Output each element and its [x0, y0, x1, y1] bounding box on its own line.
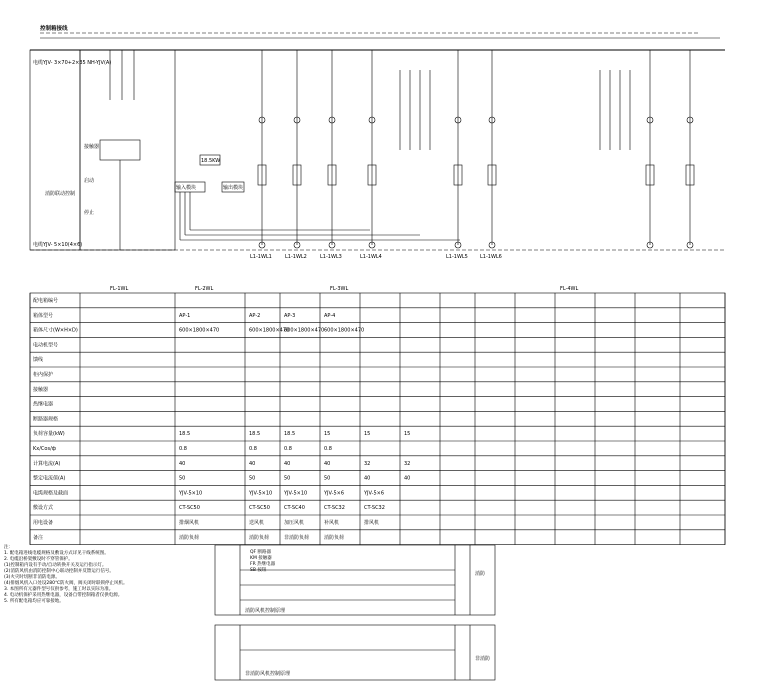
note-line: (1)控制箱内设有手动/自动转换开关及运行指示灯。 — [4, 563, 107, 568]
ctrl-legend-list — [250, 550, 275, 574]
table-cell: YJV-5×10 — [179, 490, 203, 497]
note-line: 5. 所有配电箱均应可靠接地。 — [4, 599, 64, 604]
table-cell: 15 — [324, 431, 331, 438]
relay-label: 接触器 — [84, 144, 100, 150]
table-cell: AP-2 — [249, 312, 261, 319]
outgoing-label: 电缆YJV- 5×10(4×6) — [33, 242, 83, 248]
table-cell: 600×1800×470 — [249, 327, 290, 334]
table-cell: 40 — [324, 460, 331, 467]
table-cell: 0.8 — [284, 446, 292, 452]
table-row-label: 电缆规格及截面 — [33, 490, 69, 497]
table-cell: 消防负荷 — [324, 534, 345, 541]
table-cell: 0.8 — [179, 446, 187, 452]
branch-tag: L1-1WL5 — [446, 254, 468, 260]
table-cell: 非消防负荷 — [284, 534, 310, 541]
table-cell: 消防负荷 — [179, 534, 200, 541]
table-row-label: 接触器 — [33, 386, 49, 393]
note-line: 2. 电缆沿桥架敷设时不穿管保护。 — [4, 557, 73, 562]
branch-tag: L1-1WL2 — [285, 254, 307, 260]
table-col-header: FL-4WL — [560, 286, 579, 292]
table-cell: 18.5 — [179, 431, 191, 438]
note-line: 1. 配电箱进线电缆规格及敷设方式详见干线系统图。 — [4, 551, 109, 556]
notes-block — [4, 545, 128, 605]
table-row-label: 柜内保护 — [33, 372, 54, 378]
branch-tag: L1-1WL6 — [480, 254, 502, 260]
table-cell: 600×1800×470 — [324, 327, 365, 334]
note-line: (2)消防风机由消防控制中心联动控制并反馈运行信号。 — [4, 569, 114, 574]
ctrl-right-nonfire: 非消防 — [475, 656, 491, 662]
note-line: 3. 本图所有元器件型号仅供参考，施工时以实际为准。 — [4, 587, 114, 592]
note-line: (4)排烟风机入口处设280℃防火阀，阀关闭时联锁停止风机。 — [4, 581, 128, 586]
table-row-label: 负荷容量(kW) — [33, 431, 65, 438]
table-cell: 送风机 — [249, 520, 265, 526]
incoming-panel — [80, 50, 175, 250]
fire-link-label: 消防联动控制 — [45, 191, 76, 197]
table-cell: 0.8 — [249, 446, 257, 452]
table-cell: 40 — [404, 475, 411, 482]
table-cell: 18.5 — [249, 431, 261, 438]
feeder-circuits — [250, 50, 694, 260]
branch-tag: L1-1WL1 — [250, 254, 272, 260]
table-row-label: 备注 — [33, 534, 44, 541]
table-cell: 50 — [179, 475, 186, 482]
table-row-label: 用电设备 — [33, 520, 54, 526]
table-row-label: 敷设方式 — [33, 505, 54, 512]
svg-text:输入模块: 输入模块 — [176, 185, 197, 191]
ctrl-legend-line: QF 断路器 — [250, 550, 272, 555]
note-line: 4. 电动机保护采用热继电器，设备自带控制箱者仅供电源。 — [4, 593, 123, 598]
table-row-label: Kx/Cos/ф — [33, 446, 57, 452]
table-cell: 600×1800×470 — [284, 327, 325, 334]
table-cell: CT-SC32 — [364, 505, 385, 512]
label-column — [30, 50, 83, 250]
table-cell: 40 — [179, 460, 186, 467]
table-cell: 补风机 — [324, 520, 340, 526]
table-cell: YJV-5×6 — [364, 490, 385, 497]
table-col-header: FL-3WL — [330, 286, 349, 292]
table-cell: CT-SC40 — [284, 505, 305, 512]
start-label: 启动 — [84, 178, 95, 184]
table-cell: 15 — [404, 431, 411, 438]
table-cell: 40 — [249, 460, 256, 467]
table-cell: 32 — [404, 460, 411, 467]
ctrl-title-nonfire: 非消防风机控制原理 — [245, 671, 291, 677]
table-row-label: 馈线 — [33, 357, 44, 364]
table-row-label: 电动机型号 — [33, 342, 59, 349]
table-cell: 15 — [364, 431, 371, 438]
table-cell: 600×1800×470 — [179, 327, 220, 334]
relay-box — [100, 140, 140, 160]
table-cell: AP-1 — [179, 312, 191, 319]
table-col-header: FL-2WL — [195, 286, 214, 292]
branch-tag: L1-1WL4 — [360, 254, 382, 260]
notes-heading: 注： — [4, 545, 13, 550]
note-line: (3)火灾时切断非消防电源。 — [4, 575, 60, 580]
table-cell: 18.5 — [284, 431, 296, 438]
table-cell: 40 — [284, 460, 291, 467]
ctrl-legend-line: SB 按钮 — [250, 568, 267, 573]
table-cell: 排风机 — [364, 520, 380, 526]
ctrl-legend-line: FR 热继电器 — [250, 562, 276, 567]
table-row-label: 计算电流(A) — [33, 460, 61, 467]
table-cell: CT-SC50 — [179, 505, 200, 512]
table-cell: 40 — [364, 475, 371, 482]
table-cell: 排烟风机 — [179, 520, 200, 526]
table-cell: 加压风机 — [284, 520, 305, 526]
table-row-label: 箱体型号 — [33, 312, 54, 319]
top-title: 控制箱接线 — [40, 26, 68, 32]
incoming-label: 电缆YJV- 3×70+2×35 NH-YJV(A) — [33, 60, 112, 66]
table-cell: YJV-5×6 — [324, 490, 345, 497]
table-cell: 50 — [284, 475, 291, 482]
table-row-label: 断路器规格 — [33, 416, 59, 423]
table-row-label: 箱体尺寸(W×H×D) — [33, 327, 78, 334]
table-cell: YJV-5×10 — [249, 490, 273, 497]
table-cell: AP-3 — [284, 312, 296, 319]
table-cell: 32 — [364, 460, 371, 467]
table-cell: YJV-5×10 — [284, 490, 308, 497]
table-col-header: FL-1WL — [110, 286, 129, 292]
table-row-label: 热继电器 — [33, 401, 54, 408]
ctrl-right-fire: 消防 — [475, 571, 486, 577]
table-row-label: 整定电流值(A) — [33, 475, 66, 482]
ctrl-legend-line: KM 接触器 — [250, 556, 272, 561]
branch-tag: L1-1WL3 — [320, 254, 342, 260]
schedule-table — [30, 286, 725, 545]
table-cell: CT-SC50 — [249, 505, 270, 512]
table-cell: 0.8 — [324, 446, 332, 452]
ctrl-title-fire: 消防风机控制原理 — [245, 608, 286, 614]
svg-text:输出模块: 输出模块 — [223, 185, 244, 191]
svg-text:18.5KW: 18.5KW — [201, 158, 221, 164]
table-cell: 消防负荷 — [249, 534, 270, 541]
stop-label: 停止 — [84, 210, 95, 216]
table-cell: AP-4 — [324, 312, 336, 319]
table-row-label: 配电箱编号 — [33, 298, 59, 304]
table-cell: 50 — [249, 475, 256, 482]
table-cell: CT-SC32 — [324, 505, 345, 512]
table-cell: 50 — [324, 475, 331, 482]
